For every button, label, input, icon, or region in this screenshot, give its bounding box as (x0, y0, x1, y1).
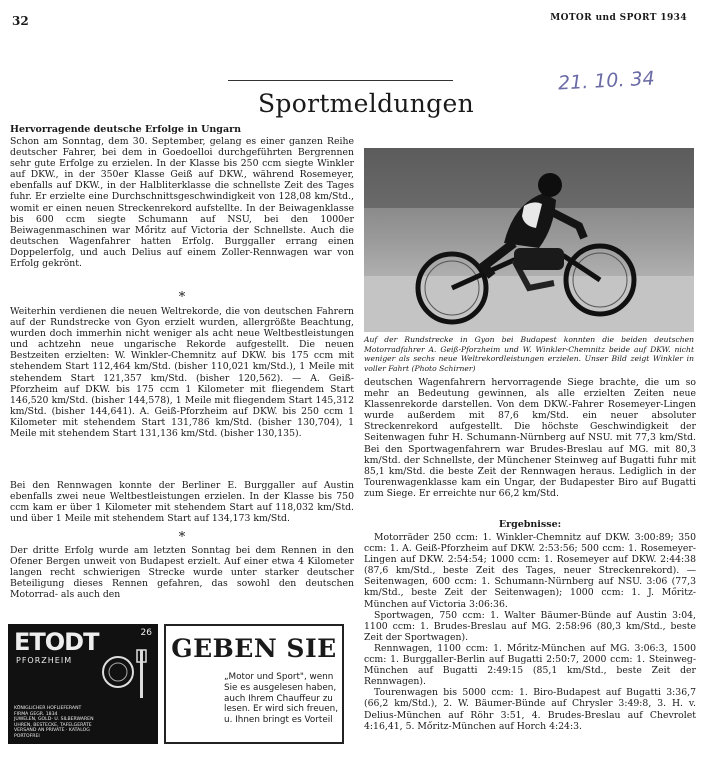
results-item: Motorräder 250 ccm: 1. Winkler-Chemnitz auf DKW. 3:00:89; 350 ccm: 1. A. Geiß-Pforzheim auf DKW. 2:53:56; 500 ccm: 1. Rosemeyer-Lingen auf DKW. 2:54:54; 1000 ccm: 1. Rosemeyer auf DKW. 2:44:38 (87,6 km/Std., beste Zeit des Tages, neuer Streckenrekord). — Seitenwagen, 600 ccm: 1. Schumann-Nürnberg auf NSU. 3:06 (77,3 km/Std., beste Zeit der Seitenwagen); 1000 ccm: 1. J. Mőritz-München auf Victoria 3:06:36. (364, 532, 696, 610)
article-paragraph: Weiterhin verdienen die neuen Weltrekorde, die von deutschen Fahrern auf der Rundstrecke von Gyon erzielt wurden, allergrößte Beachtung, wurden doch immerhin nicht weniger als acht neue Weltbestleistungen und achtzehn neue ungarische Rekorde aufgestellt. Die neuen Bestzeiten erzielten: W. Winkler-Chemnitz auf DKW. bis 175 ccm mit stehendem Start 112,464 km/Std. (bisher 110,021 km/Std.), 1 Meile mit stehendem Start 121,357 km/Std. (bisher 120,562). — A. Geiß-Pforzheim auf DKW. bis 175 ccm 1 Kilometer mit fliegendem Start 146,520 km/Std. (bisher 144,578), 1 Meile mit fliegendem Start 145,312 km/Std. (bisher 144,641). A. Geiß-Pforzheim auf DKW. bis 250 ccm 1 Kilometer mit stehendem Start 131,786 km/Std. (bisher 130,704), 1 Meile mit stehendem Start 131,136 km/Std. (bisher 130,135). (10, 306, 354, 440)
results-list (364, 532, 696, 732)
date-stamp: 21. 10. 34 (557, 67, 656, 95)
results-item: Sportwagen, 750 ccm: 1. Walter Bäumer-Bünde auf Austin 3:04, 1100 ccm: 1. Brudes-Breslau auf MG. 2:58:96 (80,3 km/Std., beste Zeit der Sportwagen). (364, 609, 696, 643)
ad-body: „Motor und Sport", wenn Sie es ausgelesen haben, auch Ihrem Chauffeur zu lesen. Er wird sich freuen, u. Ihnen bringt es Vorteil (224, 672, 338, 726)
page-title: Sportmeldungen (258, 89, 474, 118)
magazine-header: MOTOR und SPORT 1934 (550, 13, 687, 23)
ad-city: PFORZHEIM (16, 656, 73, 665)
results-item: Tourenwagen bis 5000 ccm: 1. Biro-Budapest auf Bugatti 3:36,7 (66,2 km/Std.), 2. W. Bäumer-Bünde auf Chrysler 3:49:8, 3. H. v. Delius-München auf Röhr 3:51, 4. Brudes-Breslau auf Chevrolet 4:16,41, 5. Mőritz-München auf Horch 4:24:3. (364, 687, 696, 732)
motorcycle-rider-illustration (364, 148, 694, 332)
results-item: Rennwagen, 1100 ccm: 1. Mőritz-München auf MG. 3:06:3, 1500 ccm: 1. Burggaller-Berlin auf Bugatti 2:50:7, 2000 ccm: 1. Steinweg-München auf Bugatti 2:49:15 (85,1 km/Std., beste Zeit der Rennwagen). (364, 642, 696, 688)
section-heading: Hervorragende deutsche Erfolge in Ungarn (10, 124, 242, 135)
separator-star: * (178, 530, 186, 545)
ad-details: KÖNIGLICHER HOFLIEFERANT FIRMA GEGR. 1834 JUWELEN, GOLD- U. SILBERWAREN UHREN, BESTECKE, TAFELGERÄTE VERSAND AN PRIVATE · KATALOG PORTOFREI (14, 706, 94, 739)
page-number: 32 (12, 14, 29, 28)
etodt-advertisement (8, 624, 158, 744)
geben-sie-advertisement (164, 624, 344, 744)
cutlery-icon (92, 646, 152, 706)
article-paragraph: deutschen Wagenfahrern hervorragende Siege brachte, die um so mehr an Bedeutung gewinnen, als alle erzielten Zeiten neue Klassenrekorde darstellen. Von dem DKW.-Fahrer Rosemeyer-Lingen wurde außerdem mit 87,6 km/Std. ein neuer absoluter Streckenrekord aufgestellt. Die höchste Geschwindigkeit der Seitenwagen fuhr H. Schumann-Nürnberg auf NSU. mit 77,3 km/Std. Bei den Sportwagenfahrern war Brudes-Breslau auf MG. mit 80,3 km/Std. der Schnellste, der Münchener Steinweg auf Bugatti fuhr mit 85,1 km/Std. die beste Zeit der Rennwagen heraus. Lediglich in der Tourenwagenklasse kam ein Ungar, der Budapester Biro auf Bugatti zum Siege. Er erreichte nur 66,2 km/Std. (364, 377, 696, 499)
separator-star: * (178, 290, 186, 305)
photo-caption: Auf der Rundstrecke in Gyon bei Budapest konnten die beiden deutschen Motorradfahrer A. Geiß-Pforzheim und W. Winkler-Chemnitz beide auf DKW. nicht weniger als sechs neue Weltrekordleistungen erzielen. Unser Bild zeigt Winkler in voller Fahrt (Photo Schirner) (364, 335, 694, 373)
article-paragraph: Schon am Sonntag, dem 30. September, gelang es einer ganzen Reihe deutscher Fahrer, bei dem in Goedoelloi durchgeführten Bergrennen sehr gute Erfolge zu erzielen. In der Klasse bis 250 ccm siegte Winkler auf DKW., in der 350er Klasse Geiß auf DKW., während Rosemeyer, ebenfalls auf DKW., in der Halbliterklasse die schnellste Zeit des Tages fuhr. Er erzielte eine Durchschnittsgeschwindigkeit von 128,08 km/Std., womit er einen neuen Streckenrekord aufstellte. In der Beiwagenklasse bis 600 ccm siegte Schumann auf NSU, bei den 1000er Beiwagenmaschinen war Mőritz auf Victoria der Schnellste. Auch die deutschen Wagenfahrer hatten Erfolg. Burggaller errang einen Doppelerfolg, und auch Delius auf einem Zoller-Rennwagen war von Erfolg gekrönt. (10, 136, 354, 270)
results-heading: Ergebnisse: (498, 519, 562, 530)
article-paragraph: Der dritte Erfolg wurde am letzten Sonntag bei dem Rennen in den Ofener Bergen unweit von Budapest erzielt. Auf einer etwa 4 Kilometer langen recht schwierigen Strecke wurde unter starker deutscher Beteiligung dieses Rennen gefahren, das sowohl den deutschen Motorrad- als auch den (10, 545, 354, 601)
ad-headline: GEBEN SIE (171, 634, 337, 663)
ad-number: 26 (140, 628, 152, 638)
title-rule (228, 80, 453, 81)
ad-brand: ETODT (14, 628, 99, 656)
motorcycle-photo (364, 148, 694, 332)
article-paragraph: Bei den Rennwagen konnte der Berliner E. Burggaller auf Austin ebenfalls zwei neue Weltbestleistungen erzielen. In der Klasse bis 750 ccm kam er über 1 Kilometer mit stehendem Start auf 118,032 km/Std. und über 1 Meile mit stehendem Start auf 134,173 km/Std. (10, 480, 354, 525)
